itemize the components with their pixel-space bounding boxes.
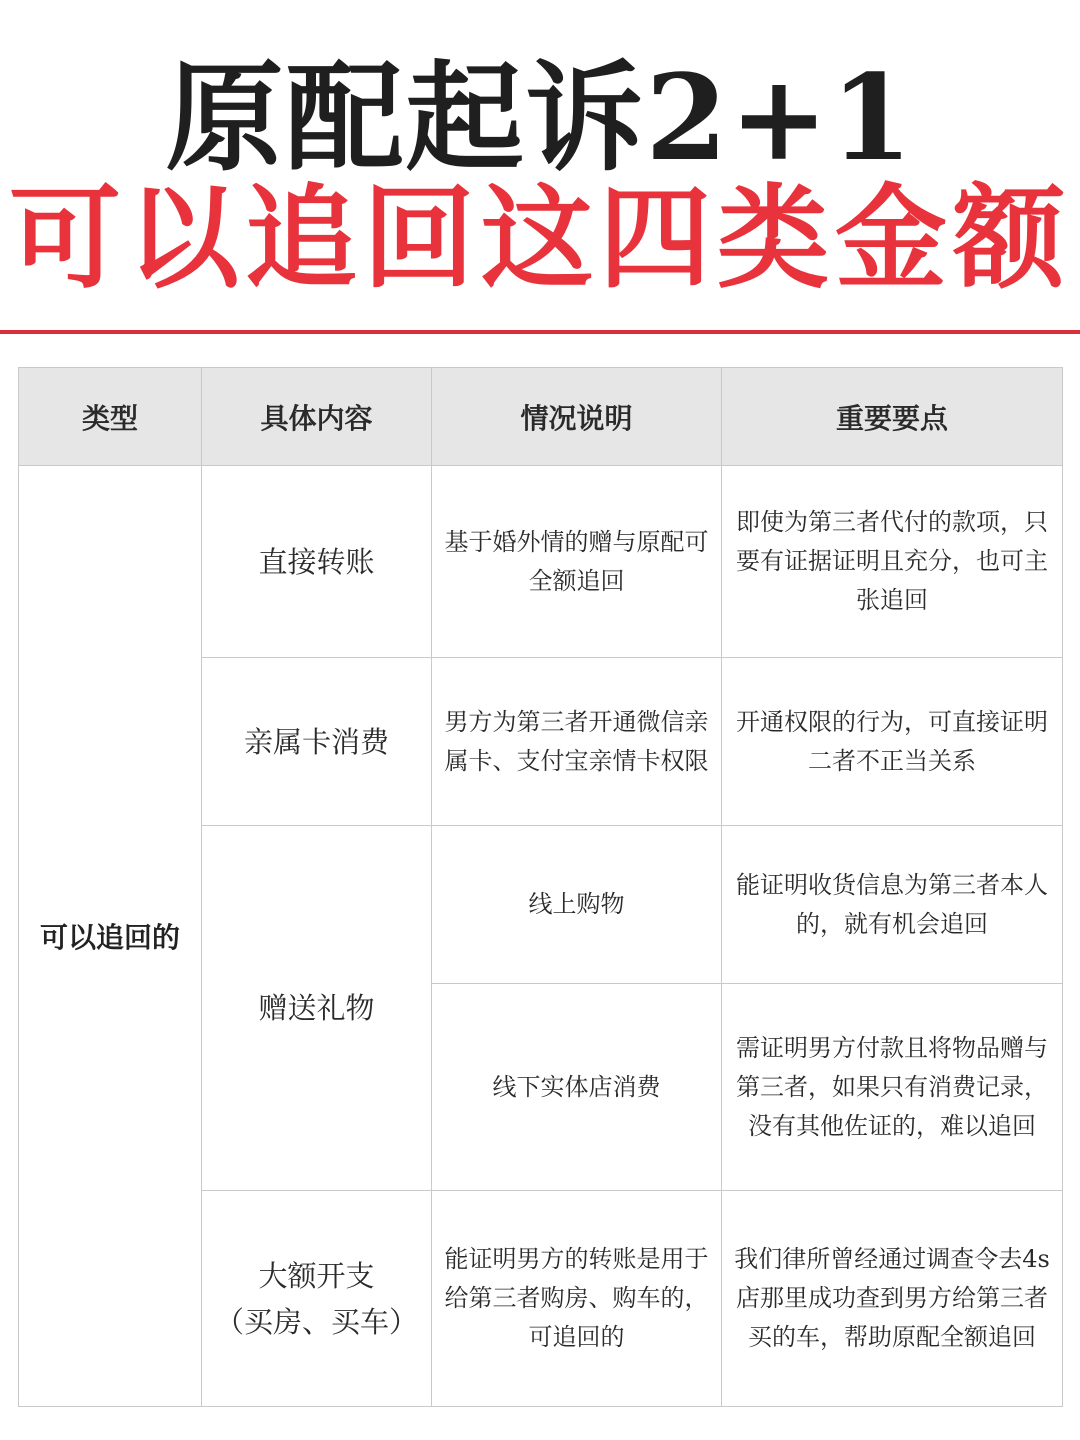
item-cell: 亲属卡消费 [202, 658, 432, 826]
table-header-row [19, 368, 1063, 466]
column-header-content: 具体内容 [202, 368, 432, 466]
key-point-cell: 即使为第三者代付的款项，只要有证据证明且充分，也可主张追回 [722, 466, 1063, 658]
item-line: 大额开支 [258, 1258, 375, 1293]
description-cell: 男方为第三者开通微信亲属卡、支付宝亲情卡权限 [432, 658, 722, 826]
item-cell: 赠送礼物 [202, 826, 432, 1191]
key-point-cell: 开通权限的行为，可直接证明二者不正当关系 [722, 658, 1063, 826]
title-line-1: 原配起诉2+1 [165, 48, 915, 187]
column-header-description: 情况说明 [432, 368, 722, 466]
description-cell: 能证明男方的转账是用于给第三者购房、购车的，可追回的 [432, 1191, 722, 1407]
title-line-2: 可以追回这四类金额 [9, 173, 1071, 304]
key-point-cell: 需证明男方付款且将物品赠与第三者，如果只有消费记录，没有其他佐证的，难以追回 [722, 984, 1063, 1191]
category-cell: 可以追回的 [19, 466, 202, 1407]
description-cell: 基于婚外情的赠与原配可全额追回 [432, 466, 722, 658]
column-header-type: 类型 [19, 368, 202, 466]
description-cell: 线下实体店消费 [432, 984, 722, 1191]
item-cell: 直接转账 [202, 466, 432, 658]
key-point-cell: 能证明收货信息为第三者本人的，就有机会追回 [722, 826, 1063, 984]
column-header-key-points: 重要要点 [722, 368, 1063, 466]
recovery-table [18, 367, 1063, 1407]
description-cell: 线上购物 [432, 826, 722, 984]
item-cell [202, 1191, 432, 1407]
key-point-cell: 我们律所曾经通过调查令去4s店那里成功查到男方给第三者买的车，帮助原配全额追回 [722, 1191, 1063, 1407]
header-divider [0, 330, 1080, 334]
table-row [19, 466, 1063, 658]
item-line: （买房、买车） [214, 1304, 418, 1339]
